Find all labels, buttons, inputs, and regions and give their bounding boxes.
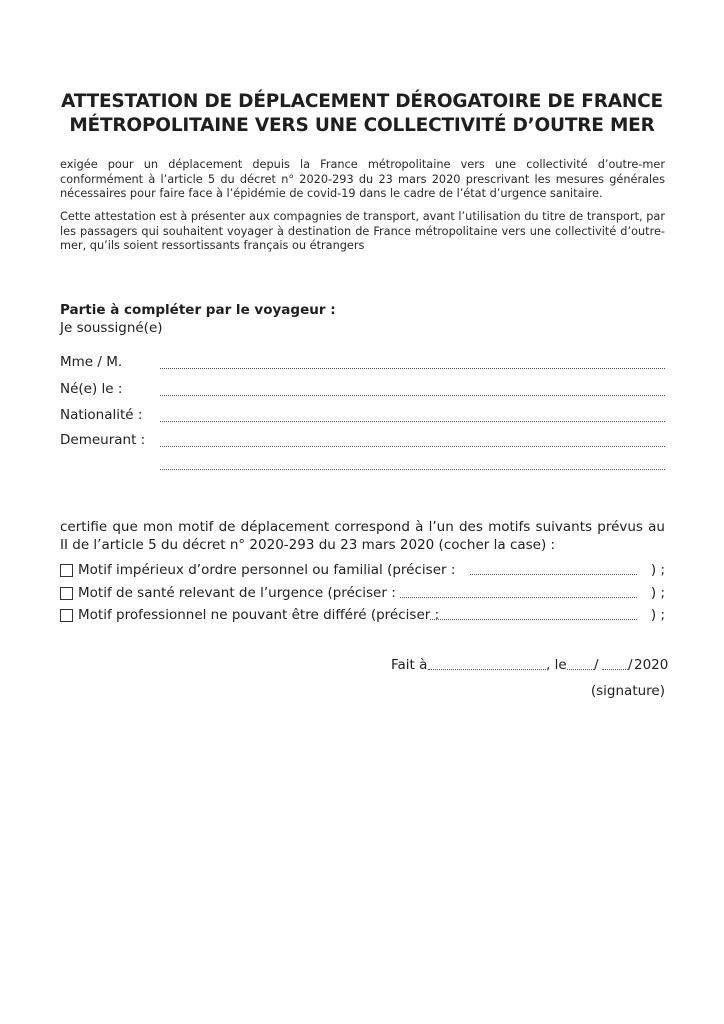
intro-paragraph: exigée pour un déplacement depuis la France métropolitaine vers une collectivité d’outre-mer conformément à l’article 5 du décret n° 2020-293 du 23 mars 2020 prescrivant les mesures générales nécessaires pour faire face à l’épidémie de covid-19 dans le cadre de l’état d’urgence sanitaire. (60, 158, 665, 201)
title-line-1: ATTESTATION DE DÉPLACEMENT DÉROGATOIRE DE FRANCE (61, 91, 663, 112)
date-prefix-label: , le (546, 657, 567, 673)
motif-option-health (60, 585, 665, 601)
title-line-2: MÉTROPOLITAINE VERS UNE COLLECTIVITÉ D’OUTRE MER (69, 115, 655, 136)
birth-date-field[interactable] (160, 395, 665, 396)
traveler-section-heading: Partie à compléter par le voyageur : (60, 302, 336, 318)
birth-date-label: Né(e) le : (60, 381, 123, 397)
motif-personal-detail-field[interactable] (470, 574, 637, 575)
motif-professional-end: ) ; (650, 607, 665, 623)
motif-professional-checkbox[interactable] (60, 609, 73, 622)
name-label: Mme / M. (60, 354, 123, 370)
year-label: 2020 (634, 657, 669, 673)
motif-personal-checkbox[interactable] (60, 564, 73, 577)
undersigned-label: Je soussigné(e) (60, 320, 163, 336)
motif-health-label: Motif de santé relevant de l’urgence (préciser : (78, 585, 396, 601)
motif-option-personal (60, 562, 665, 578)
nationality-label: Nationalité : (60, 407, 143, 423)
signature-label: (signature) (590, 683, 665, 699)
motif-personal-label: Motif impérieux d’ordre personnel ou familial (préciser : (78, 562, 456, 578)
motif-health-checkbox[interactable] (60, 587, 73, 600)
nationality-field[interactable] (160, 421, 665, 422)
place-field[interactable] (428, 669, 546, 670)
residence-field[interactable] (160, 446, 665, 447)
residence-label: Demeurant : (60, 432, 146, 448)
usage-paragraph: Cette attestation est à présenter aux compagnies de transport, avant l’utilisation du titre de transport, par les passagers qui souhaitent voyager à destination de France métropolitaine vers une collectivité d’outre-mer, qu’ils soient ressortissants français ou étrangers (60, 210, 665, 253)
date-separator-2: / (628, 657, 633, 673)
motif-professional-detail-field[interactable] (430, 619, 637, 620)
date-separator-1: / (594, 657, 599, 673)
motif-health-detail-field[interactable] (400, 597, 637, 598)
name-field[interactable] (160, 368, 665, 369)
motif-health-end: ) ; (650, 585, 665, 601)
motif-option-professional (60, 607, 665, 623)
fait-a-label: Fait à (391, 657, 428, 673)
certification-text: certifie que mon motif de déplacement correspond à l’un des motifs suivants prévus au II de l’article 5 du décret n° 2020-293 du 23 mars 2020 (cocher la case) : (60, 519, 665, 553)
day-field[interactable] (567, 669, 594, 670)
month-field[interactable] (602, 669, 628, 670)
document-title (40, 90, 684, 138)
residence-field-line-2[interactable] (160, 469, 665, 470)
motif-personal-end: ) ; (650, 562, 665, 578)
motif-professional-label: Motif professionnel ne pouvant être différé (préciser : (78, 607, 440, 623)
